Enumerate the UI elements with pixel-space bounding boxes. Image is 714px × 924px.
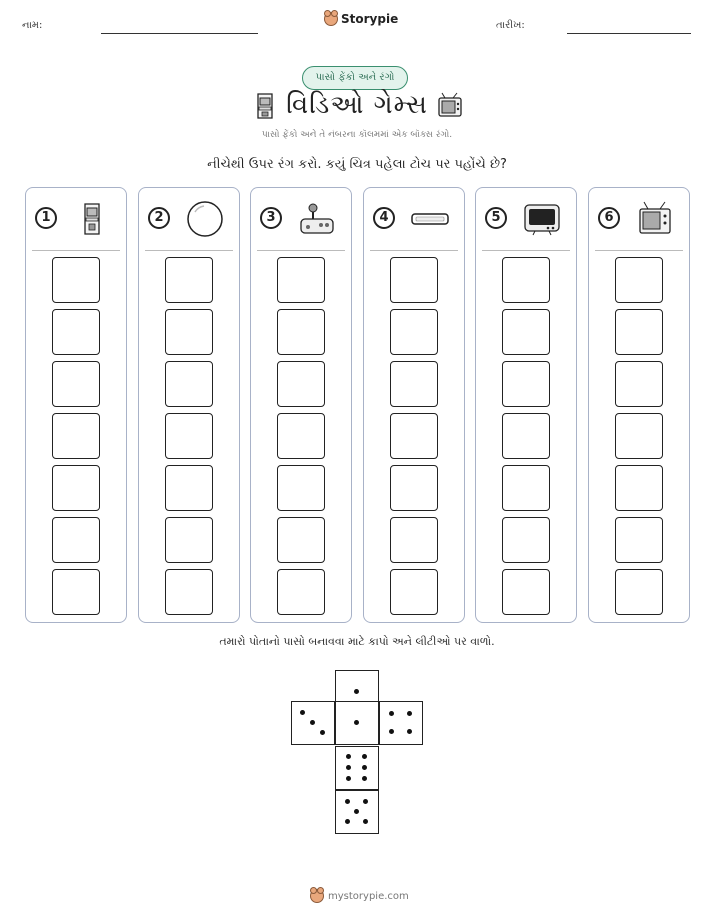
color-box[interactable] [52,413,100,459]
color-box[interactable] [277,361,325,407]
color-box[interactable] [165,309,213,355]
dice-face-5 [335,790,379,834]
color-box[interactable] [52,465,100,511]
color-box[interactable] [502,569,550,615]
color-box[interactable] [390,309,438,355]
color-box[interactable] [390,517,438,563]
column-number: 6 [598,207,620,229]
name-line[interactable] [101,33,258,34]
brand-logo [324,12,398,26]
color-box[interactable] [502,517,550,563]
color-box[interactable] [165,517,213,563]
color-box[interactable] [165,361,213,407]
date-label: તારીખ: [496,20,525,31]
dice-face-1 [335,701,379,745]
color-box[interactable] [277,569,325,615]
color-box[interactable] [502,309,550,355]
color-box[interactable] [390,465,438,511]
dice-pip [354,689,359,694]
column-number: 5 [485,207,507,229]
dice-pip [362,765,367,770]
color-box[interactable] [615,413,663,459]
ball-icon [186,200,224,242]
question-text: નીચેથી ઉપર રંગ કરો. કયું ચિત્ર પહેલા ટોચ પર પહોંચે છે? [207,157,507,172]
name-label: નામ: [22,20,43,31]
dice-pip [345,799,350,804]
dice-pip [407,711,412,716]
color-box[interactable] [52,309,100,355]
column-1 [25,187,127,623]
color-box[interactable] [165,465,213,511]
dice-pip [346,776,351,781]
dice-pip [346,754,351,759]
dice-pip [346,765,351,770]
color-box[interactable] [277,465,325,511]
column-2 [138,187,240,623]
column-divider [482,250,570,251]
column-divider [595,250,683,251]
tv-icon [523,202,561,240]
bear-icon [310,889,324,903]
column-divider [145,250,233,251]
joystick-icon [299,202,335,240]
bear-icon [324,12,338,26]
column-5 [475,187,577,623]
color-box[interactable] [615,517,663,563]
color-box[interactable] [277,517,325,563]
color-box[interactable] [390,569,438,615]
color-box[interactable] [502,257,550,303]
dice-pip [389,729,394,734]
color-box[interactable] [52,517,100,563]
color-box[interactable] [615,257,663,303]
retro-tv-icon [638,201,672,241]
subtitle: પાસો ફેંકો અને તે નંબરના કૉલમમાં એક બૉક્સ રંગો. [261,130,453,140]
color-box[interactable] [165,257,213,303]
color-box[interactable] [615,309,663,355]
dice-pip [354,809,359,814]
dice-pip [354,720,359,725]
dice-pip [300,710,305,715]
column-number: 3 [260,207,282,229]
dice-pip [407,729,412,734]
date-line[interactable] [567,33,691,34]
dice-face-6 [335,746,379,790]
column-4 [363,187,465,623]
color-box[interactable] [502,361,550,407]
column-number: 4 [373,207,395,229]
color-box[interactable] [615,361,663,407]
color-box[interactable] [390,361,438,407]
dice-pip [362,776,367,781]
color-box[interactable] [502,413,550,459]
color-box[interactable] [277,413,325,459]
footer-text: mystorypie.com [328,890,409,902]
color-box[interactable] [390,257,438,303]
footer [310,889,409,903]
color-box[interactable] [52,569,100,615]
dice-pip [363,819,368,824]
column-number: 1 [35,207,57,229]
color-box[interactable] [277,309,325,355]
column-6 [588,187,690,623]
activity-pill: પાસો ફેંકો અને રંગો [302,66,408,90]
column-divider [32,250,120,251]
brand-text: Storypie [341,12,399,26]
dice-pip [320,730,325,735]
color-box[interactable] [165,413,213,459]
dice-face-3 [291,701,335,745]
color-box[interactable] [52,257,100,303]
color-box[interactable] [165,569,213,615]
dice-pip [310,720,315,725]
column-number: 2 [148,207,170,229]
color-box[interactable] [502,465,550,511]
color-box[interactable] [615,465,663,511]
dice-pip [345,819,350,824]
color-box[interactable] [277,257,325,303]
dice-face-4 [379,701,423,745]
dice-pip [389,711,394,716]
color-box[interactable] [615,569,663,615]
color-box[interactable] [52,361,100,407]
dice-pip [362,754,367,759]
dice-pip [363,799,368,804]
game-cartridge-icon [411,211,449,231]
arcade-cabinet-icon [81,202,103,240]
column-divider [257,250,345,251]
page-title: વિડિઓ ગેમ્સ [286,90,428,120]
retro-tv-icon [437,92,463,120]
cut-instruction: તમારો પોતાનો પાસો બનાવવા માટે કાપો અને લીટીઓ પર વાળો. [219,635,495,648]
color-box[interactable] [390,413,438,459]
column-3 [250,187,352,623]
column-divider [370,250,458,251]
